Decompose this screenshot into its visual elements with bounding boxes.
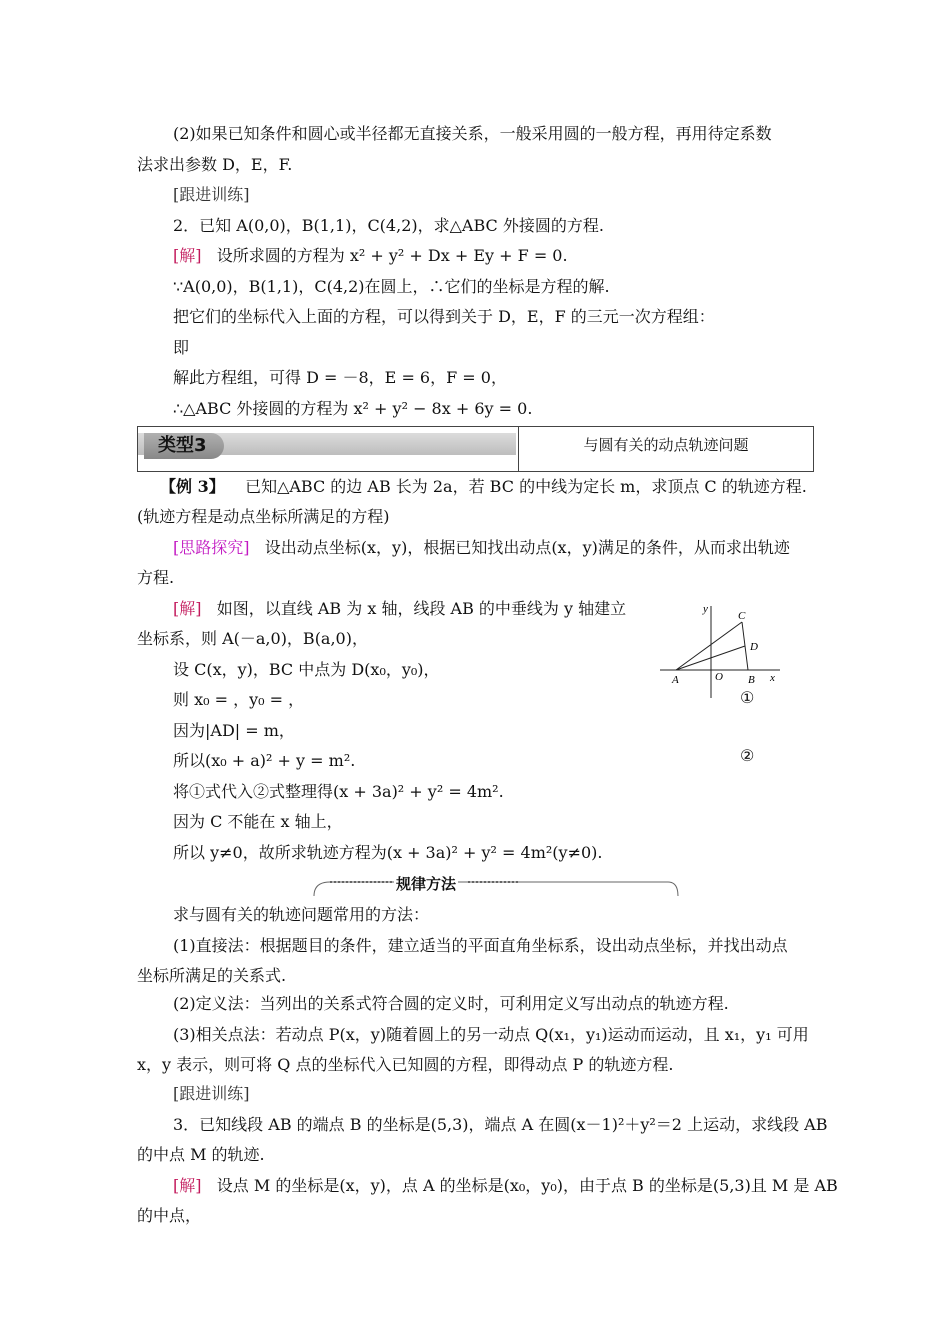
method-line: (1)直接法：根据题目的条件，建立适当的平面直角坐标系，设出动点坐标，并找出动点 (173, 936, 788, 955)
type-label: 类型3 (144, 433, 224, 459)
solution-text: 设点 M 的坐标是(x，y)，点 A 的坐标是(x₀，y₀)，由于点 B 的坐标是(5,3)且 M 是 AB (216, 1176, 838, 1195)
method-line: 求与圆有关的轨迹问题常用的方法： (173, 905, 430, 924)
hint-tag: [思路探究] (173, 538, 250, 557)
solution-text: 如图，以直线 AB 为 x 轴，线段 AB 的中垂线为 y 轴建立 (216, 599, 627, 618)
solution-tag: [解] (173, 246, 202, 265)
solution-line: 所以 y≠0，故所求轨迹方程为(x + 3a)² + y² = 4m²(y≠0). (173, 843, 603, 862)
type-header (137, 426, 814, 472)
label-D: D (750, 641, 758, 653)
solution-line: 的中点， (137, 1206, 202, 1225)
solution-text: 设所求圆的方程为 x² + y² + Dx + Ey + F = 0. (216, 246, 568, 265)
solution-line: 即 (173, 338, 190, 357)
solution-line (173, 598, 626, 620)
solution-tag: [解] (173, 1176, 202, 1195)
problem-statement: 的中点 M 的轨迹. (137, 1145, 265, 1164)
solution-line: 则 x₀ = ，y₀ = ， (173, 690, 305, 709)
paragraph-line: (2)如果已知条件和圆心或半径都无直接关系，一般采用圆的一般方程，再用待定系数 (173, 124, 772, 143)
solution-line: 把它们的坐标代入上面的方程，可以得到关于 D，E，F 的三元一次方程组： (173, 307, 715, 326)
solution-line: 解此方程组，可得 D = －8，E = 6，F = 0， (173, 368, 507, 387)
label-x: x (770, 672, 775, 684)
solution-tag: [解] (173, 599, 202, 618)
method-divider (308, 874, 680, 900)
method-line: (2)定义法：当列出的关系式符合圆的定义时，可利用定义写出动点的轨迹方程. (173, 994, 729, 1013)
hint-line: 方程. (137, 568, 175, 587)
section-label: [跟进训练] (173, 185, 250, 204)
example-text: 已知△ABC 的边 AB 长为 2a，若 BC 的中线为定长 m，求顶点 C 的轨迹方程. (245, 477, 807, 496)
label-y: y (703, 603, 708, 615)
label-C: C (738, 610, 746, 622)
type-title: 与圆有关的动点轨迹问题 (518, 427, 813, 471)
label-A: A (672, 674, 679, 686)
hint-text: 设出动点坐标(x，y)，根据已知找出动点(x，y)满足的条件，从而求出轨迹 (264, 538, 790, 557)
segment-AC (676, 622, 742, 670)
problem-statement: 2．已知 A(0,0)，B(1,1)，C(4,2)，求△ABC 外接圆的方程. (173, 216, 604, 235)
paragraph-line: 法求出参数 D，E，F. (137, 155, 293, 174)
method-line: 坐标所满足的关系式. (137, 966, 287, 985)
label-O: O (715, 671, 723, 683)
solution-line: 因为 C 不能在 x 轴上， (173, 812, 343, 831)
solution-line: ∵A(0,0)，B(1,1)，C(4,2)在圆上，∴它们的坐标是方程的解. (173, 277, 610, 296)
solution-line: 设 C(x，y)，BC 中点为 D(x₀，y₀)， (173, 660, 440, 679)
hint-line (173, 537, 790, 559)
solution-line: 所以(x₀ + a)² + y = m². (173, 751, 356, 770)
label-B: B (748, 674, 755, 686)
method-line: x，y 表示，则可将 Q 点的坐标代入已知圆的方程，即得动点 P 的轨迹方程. (137, 1055, 674, 1074)
method-line: (3)相关点法：若动点 P(x，y)随着圆上的另一动点 Q(x₁，y₁)运动而运动，且 x₁，y₁ 可用 (173, 1025, 809, 1044)
solution-line: 将①式代入②式整理得(x + 3a)² + y² = 4m². (173, 782, 504, 801)
solution-line (173, 245, 568, 267)
example-line (160, 476, 807, 498)
problem-statement: 3．已知线段 AB 的端点 B 的坐标是(5,3)，端点 A 在圆(x－1)²＋y²＝2 上运动，求线段 AB (173, 1115, 828, 1134)
equation-mark-1: ① (740, 688, 755, 707)
equation-mark-2: ② (740, 746, 755, 765)
section-label: [跟进训练] (173, 1084, 250, 1103)
coordinate-figure (656, 600, 786, 705)
solution-line (173, 1175, 838, 1197)
method-title: 规律方法 (396, 875, 457, 893)
solution-line: ∴△ABC 外接圆的方程为 x² + y² − 8x + 6y = 0. (173, 399, 533, 418)
solution-line: 因为|AD| = m， (173, 721, 295, 740)
example-line: (轨迹方程是动点坐标所满足的方程) (137, 507, 390, 526)
solution-line: 坐标系，则 A(－a,0)，B(a,0)， (137, 629, 368, 648)
example-tag: 【例 3】 (160, 477, 225, 496)
